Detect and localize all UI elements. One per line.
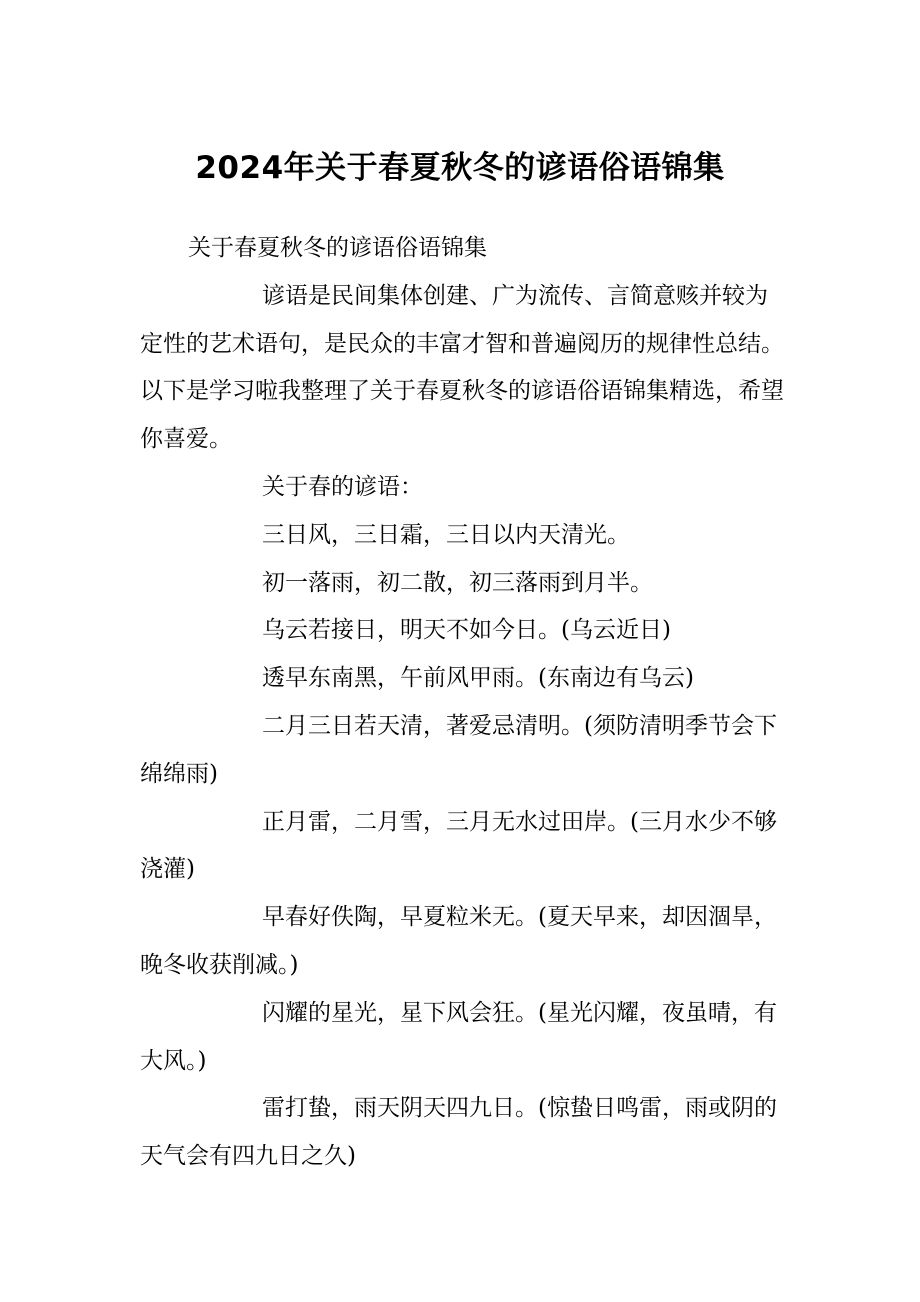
body-paragraph: 闪耀的星光，星下风会狂。(星光闪耀，夜虽晴，有大风。) — [140, 999, 777, 1074]
body-paragraph: 乌云若接日，明天不如今日。(乌云近日) — [262, 617, 671, 644]
body-paragraph: 关于春的谚语： — [262, 473, 423, 500]
document-body — [140, 225, 788, 1181]
body-paragraph: 谚语是民间集体创建、广为流传、言简意赅并较为定性的艺术语句，是民众的丰富才智和普遍阅历的规律性总结。以下是学习啦我整理了关于春夏秋冬的谚语俗语锦集精选，希望你喜爱。 — [140, 282, 784, 453]
body-paragraph: 早春好佚陶，早夏粒米无。(夏天早来，却因涸旱，晚冬收获削减。) — [140, 904, 777, 978]
body-paragraph: 三日风，三日霜，三日以内天清光。 — [262, 521, 630, 548]
document-title: 2024年关于春夏秋冬的谚语俗语锦集 — [195, 150, 725, 186]
body-paragraph: 雷打蛰，雨天阴天四九日。(惊蛰日鸣雷，雨或阴的天气会有四九日之久) — [140, 1095, 777, 1170]
body-paragraph: 正月雷，二月雪，三月无水过田岸。(三月水少不够浇灌) — [140, 808, 777, 883]
subtitle-paragraph: 关于春夏秋冬的谚语俗语锦集 — [188, 235, 487, 261]
body-paragraph: 二月三日若天清，著爱忌清明。(须防清明季节会下绵绵雨) — [140, 712, 777, 787]
body-paragraph: 初一落雨，初二散，初三落雨到月半。 — [262, 569, 653, 596]
body-paragraph: 透早东南黑，午前风甲雨。(东南边有乌云) — [262, 665, 694, 692]
